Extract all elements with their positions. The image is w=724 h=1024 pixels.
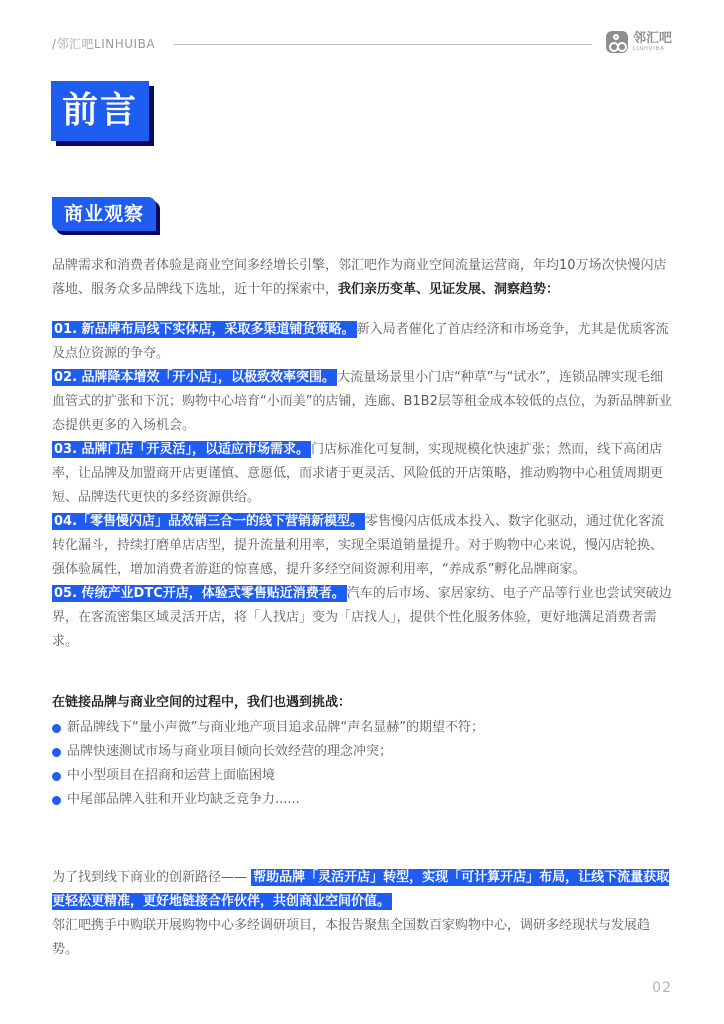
trend-point-text: 零售慢闪店低成本投入、数字化驱动，通过优化客流转化漏斗，持续打磨单店店型，提升流量利用率，实现全渠道销量提升。对于购物中心来说，慢闪店轮换、强体验属性，增加消费者游逛的惊喜感，提升多经空间资源利用率，“养成系”孵化品牌商家。	[52, 514, 665, 577]
logo	[606, 31, 672, 53]
challenge-list	[52, 716, 484, 812]
section-heading: 商业观察	[52, 197, 156, 231]
trend-point-text: 新入局者催化了首店经济和市场竞争，尤其是优质客流及点位资源的争夺。	[52, 322, 669, 361]
trend-point-05	[52, 582, 674, 654]
page-header	[52, 30, 672, 56]
bullet-icon	[52, 796, 61, 805]
bullet-icon	[52, 724, 61, 733]
trend-points	[52, 318, 674, 654]
trend-point-text: 大流量场景里小门店“种草”与“试水”，连锁品牌实现毛细血管式的扩张和下沉；购物中心培育“小而美”的店铺，连廊、B1B2层等租金成本较低的点位，为新品牌新业态提供更多的入场机会。	[52, 370, 672, 433]
challenge-text: 中尾部品牌入驻和开业均缺乏竞争力......	[67, 792, 300, 807]
intro-paragraph	[52, 254, 674, 302]
trend-point-highlight: 02. 品牌降本增效「开小店」，以极致效率突围。	[54, 370, 336, 385]
trend-point-highlight: 04.「零售慢闪店」品效销三合一的线下营销新模型。	[54, 514, 364, 529]
trend-point-text: 汽车的后市场、家居家纺、电子产品等行业也尝试突破边界，在客流密集区域灵活开店，将「人找店」变为「店找人」，提供个性化服务体验，更好地满足消费者需求。	[52, 586, 672, 649]
logo-subtext: LINHUIBA	[632, 45, 665, 52]
logo-icon	[606, 31, 628, 53]
closing-line	[52, 866, 674, 914]
trend-point-04	[52, 510, 674, 582]
trend-point-highlight: 03. 品牌门店「开灵活」，以适应市场需求。	[54, 442, 310, 457]
header-divider	[174, 44, 592, 45]
trend-point-03	[52, 438, 674, 510]
challenge-item	[52, 716, 484, 740]
closing-highlight: 帮助品牌「灵活开店」转型，实现「可计算开店」布局，让线下流量获取更轻松更精准，更好地链接合作伙伴，共创商业空间价值。	[52, 870, 670, 909]
closing-text: 邻汇吧携手中购联开展购物中心多经调研项目，本报告聚焦全国数百家购物中心，调研多经现状与发展趋势。	[52, 918, 651, 957]
page-number: 02	[652, 980, 672, 996]
closing-lead: 为了找到线下商业的创新路径——	[52, 870, 248, 885]
intro-strong: 我们亲历变革、见证发展、洞察趋势：	[338, 282, 560, 297]
brand-path: /邻汇吧LINHUIBA	[52, 37, 156, 51]
challenge-item	[52, 764, 484, 788]
challenge-item	[52, 740, 484, 764]
trend-point-text: 门店标准化可复制，实现规模化快速扩张；然而，线下高闭店率，让品牌及加盟商开店更谨慎、意愿低，而求诸于更灵活、风险低的开店策略，推动购物中心租赁周期更短、品牌迭代更快的多经资源供给。	[52, 442, 664, 505]
intro-text: 品牌需求和消费者体验是商业空间多经增长引擎，邻汇吧作为商业空间流量运营商，年均10万场次快慢闪店落地、服务众多品牌线下选址，近十年的探索中，	[52, 258, 667, 297]
challenge-heading: 在链接品牌与商业空间的过程中，我们也遇到挑战：	[52, 695, 352, 710]
trend-point-highlight: 05. 传统产业DTC开店，体验式零售贴近消费者。	[54, 586, 345, 601]
challenge-text: 品牌快速测试市场与商业项目倾向长效经营的理念冲突；	[67, 744, 393, 759]
trend-point-02	[52, 366, 674, 438]
bullet-icon	[52, 748, 61, 757]
bullet-icon	[52, 772, 61, 781]
logo-text: 邻汇吧	[632, 30, 672, 46]
challenge-text: 中小型项目在招商和运营上面临困境	[67, 768, 276, 783]
trend-point-highlight: 01. 新品牌布局线下实体店，采取多渠道铺货策略。	[54, 322, 355, 337]
trend-point-01	[52, 318, 674, 366]
challenge-text: 新品牌线下“量小声微”与商业地产项目追求品牌“声名显赫”的期望不符；	[67, 720, 484, 735]
page-title: 前言	[51, 81, 149, 141]
closing-paragraph	[52, 866, 674, 962]
challenge-item	[52, 788, 484, 812]
